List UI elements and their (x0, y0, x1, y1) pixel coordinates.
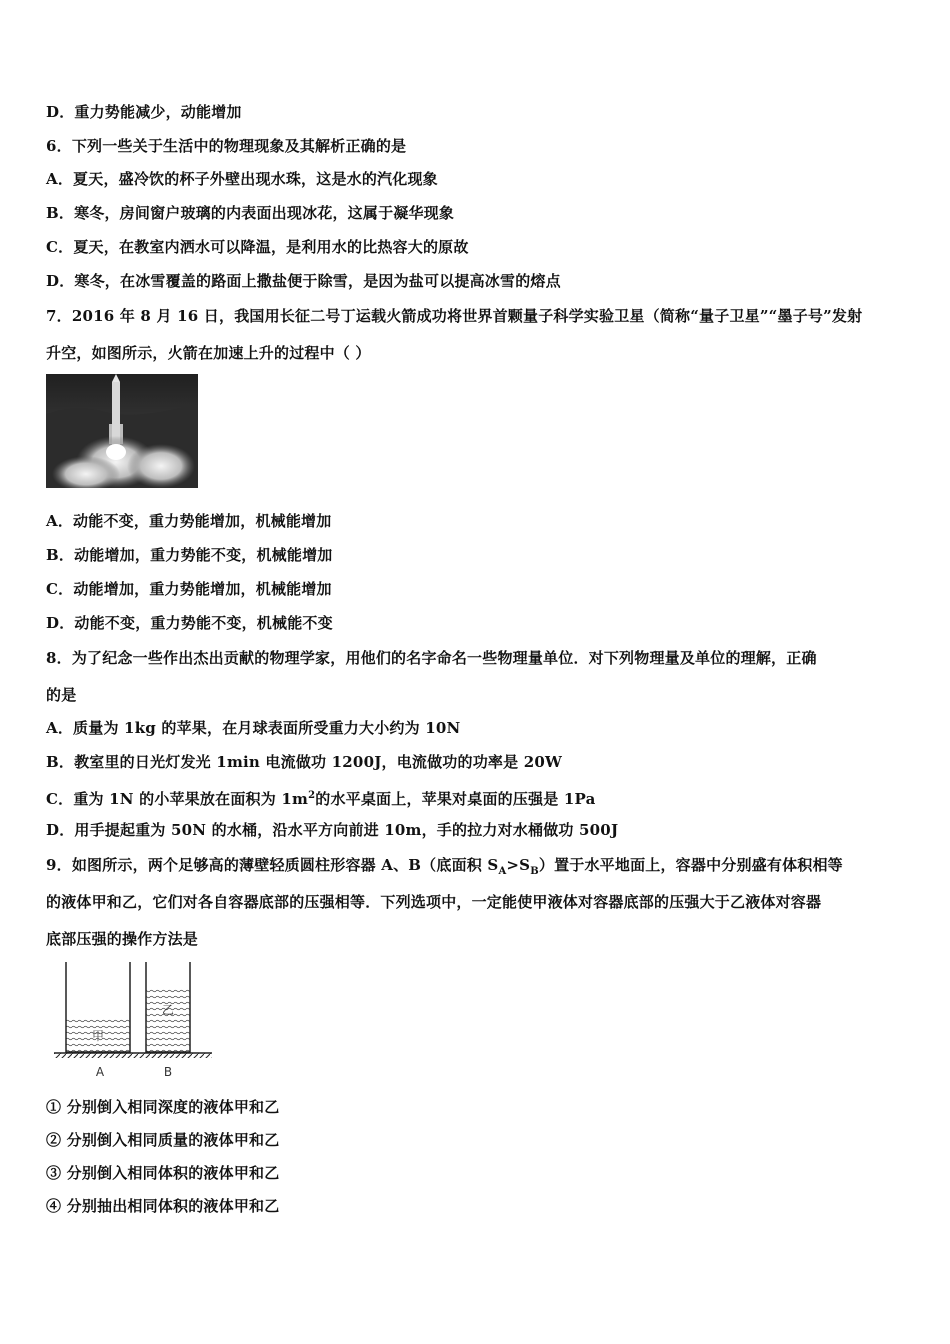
q8-option-c: C．重为 1N 的小苹果放在面积为 $1m^2$的水平桌面上，苹果对桌面的压强是 1Pa (46, 790, 596, 808)
q6-option-d: D．寒冬，在冰雪覆盖的路面上撒盐便于除雪，是因为盐可以提高冰雪的熔点 (46, 272, 561, 290)
q7-option-b: B．动能增加，重力势能不变，机械能增加 (46, 546, 333, 564)
q7-stem-line2: 升空，如图所示，火箭在加速上升的过程中（ ） (46, 344, 371, 362)
q8-option-d: D．用手提起重为 50N 的水桶，沿水平方向前进 10m，手的拉力对水桶做功 500J (46, 821, 619, 839)
liquid-jia-label: 甲 (91, 1029, 105, 1043)
q9-stem-line2: 的液体甲和乙，它们对各自容器底部的压强相等．下列选项中，一定能使甲液体对容器底部的压强大于乙液体对容器 (46, 893, 822, 911)
q7-option-d: D．动能不变，重力势能不变，机械能不变 (46, 614, 333, 632)
q6-option-c: C．夏天，在教室内洒水可以降温，是利用水的比热容大的原故 (46, 238, 469, 256)
q8-stem-line1: 8．为了纪念一些作出杰出贡献的物理学家，用他们的名字命名一些物理量单位．对下列物理量及单位的理解，正确 (46, 649, 817, 667)
q8-stem-line2: 的是 (46, 686, 77, 704)
liquid-yi (146, 988, 190, 1052)
q9-stem-line3: 底部压强的操作方法是 (46, 930, 199, 948)
q7-option-c: C．动能增加，重力势能增加，机械能增加 (46, 580, 332, 598)
q8-option-a: A．质量为 1kg 的苹果，在月球表面所受重力大小约为 10N (46, 719, 461, 737)
q8-option-b: B．教室里的日光灯发光 1min 电流做功 1200J，电流做功的功率是 20W (46, 753, 563, 771)
containers-diagram (48, 958, 218, 1084)
liquid-yi-label: 乙 (161, 1003, 175, 1017)
container-b-label: B (163, 1065, 173, 1079)
rocket-launch-photo (46, 374, 198, 488)
q5-option-d: D．重力势能减少，动能增加 (46, 103, 242, 121)
container-a-label: A (95, 1065, 105, 1079)
q9-choice-2: ② 分别倒入相同质量的液体甲和乙 (46, 1131, 280, 1149)
q7-option-a: A．动能不变，重力势能增加，机械能增加 (46, 512, 332, 530)
q9-choice-1: ① 分别倒入相同深度的液体甲和乙 (46, 1098, 280, 1116)
q9-choice-4: ④ 分别抽出相同体积的液体甲和乙 (46, 1197, 280, 1215)
q6-option-a: A．夏天，盛冷饮的杯子外壁出现水珠，这是水的汽化现象 (46, 170, 438, 188)
q9-stem-line1: 9．如图所示，两个足够高的薄壁轻质圆柱形容器 A、B（底面积 $S_A>S_B$）置于水平地面上，容器中分别盛有体积相等 (46, 856, 843, 877)
q9-choice-3: ③ 分别倒入相同体积的液体甲和乙 (46, 1164, 280, 1182)
q6-option-b: B．寒冬，房间窗户玻璃的内表面出现冰花，这属于凝华现象 (46, 204, 455, 222)
q6-stem: 6．下列一些关于生活中的物理现象及其解析正确的是 (46, 137, 407, 155)
q7-stem-line1: 7．2016 年 8 月 16 日，我国用长征二号丁运载火箭成功将世界首颗量子科学实验卫星（简称“量子卫星”“墨子号”发射 (46, 307, 863, 325)
